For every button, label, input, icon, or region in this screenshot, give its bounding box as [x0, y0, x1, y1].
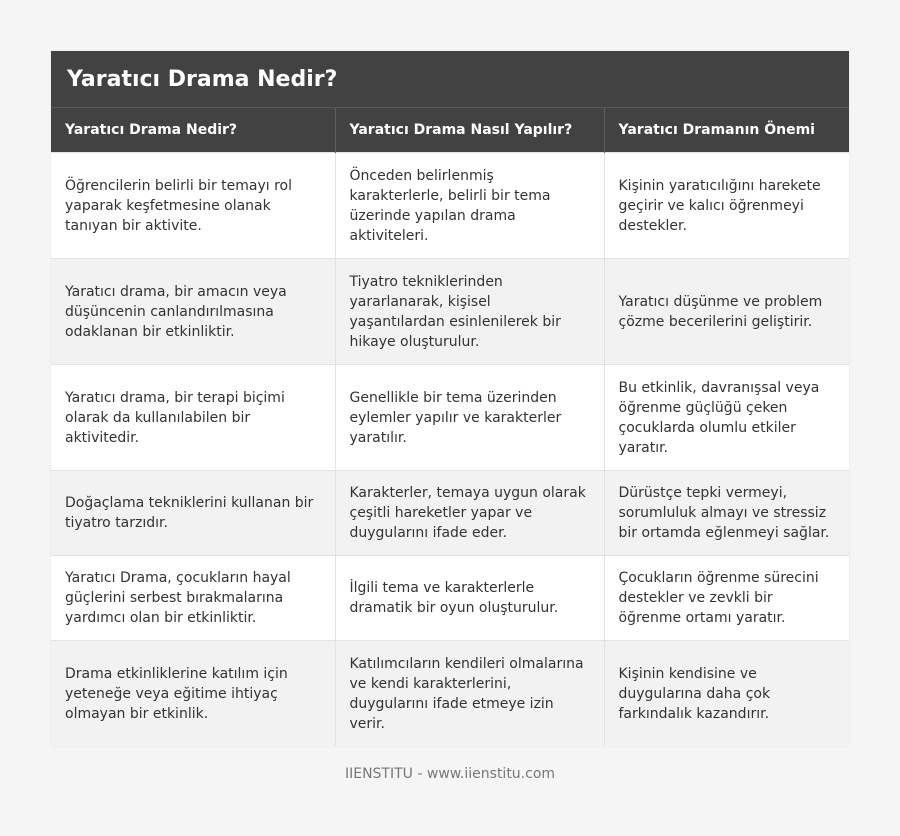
- column-header: Yaratıcı Drama Nasıl Yapılır?: [335, 108, 604, 153]
- table-header: [51, 108, 849, 153]
- column-header: Yaratıcı Dramanın Önemi: [604, 108, 849, 153]
- table-cell: Önceden belirlenmiş karakterlerle, belirli bir tema üzerinde yapılan drama aktiviteleri.: [335, 153, 604, 259]
- table-cell: Yaratıcı Drama, çocukların hayal güçlerini serbest bırakmalarına yardımcı olan bir etkinliktir.: [51, 556, 335, 641]
- table-cell: Genellikle bir tema üzerinden eylemler yapılır ve karakterler yaratılır.: [335, 365, 604, 471]
- table-cell: Yaratıcı drama, bir terapi biçimi olarak da kullanılabilen bir aktivitedir.: [51, 365, 335, 471]
- table-cell: İlgili tema ve karakterlerle dramatik bir oyun oluşturulur.: [335, 556, 604, 641]
- table-cell: Yaratıcı düşünme ve problem çözme becerilerini geliştirir.: [604, 259, 849, 365]
- table-cell: Doğaçlama tekniklerini kullanan bir tiyatro tarzıdır.: [51, 471, 335, 556]
- table-cell: Katılımcıların kendileri olmalarına ve kendi karakterlerini, duygularını ifade etmeye izin verir.: [335, 641, 604, 747]
- table-row: [51, 259, 849, 365]
- table-cell: Drama etkinliklerine katılım için yeteneğe veya eğitime ihtiyaç olmayan bir etkinlik.: [51, 641, 335, 747]
- table-cell: Tiyatro tekniklerinden yararlanarak, kişisel yaşantılardan esinlenilerek bir hikaye oluşturulur.: [335, 259, 604, 365]
- table-cell: Dürüstçe tepki vermeyi, sorumluluk almayı ve stressiz bir ortamda eğlenmeyi sağlar.: [604, 471, 849, 556]
- table-row: [51, 365, 849, 471]
- header-row: [51, 108, 849, 153]
- table-row: [51, 153, 849, 259]
- table-cell: Kişinin yaratıcılığını harekete geçirir ve kalıcı öğrenmeyi destekler.: [604, 153, 849, 259]
- column-header: Yaratıcı Drama Nedir?: [51, 108, 335, 153]
- table-cell: Yaratıcı drama, bir amacın veya düşüncenin canlandırılmasına odaklanan bir etkinliktir.: [51, 259, 335, 365]
- table-row: [51, 641, 849, 747]
- table-body: [51, 153, 849, 747]
- table-cell: Karakterler, temaya uygun olarak çeşitli hareketler yapar ve duygularını ifade eder.: [335, 471, 604, 556]
- table-cell: Çocukların öğrenme sürecini destekler ve zevkli bir öğrenme ortamı yaratır.: [604, 556, 849, 641]
- table-cell: Öğrencilerin belirli bir temayı rol yaparak keşfetmesine olanak tanıyan bir aktivite.: [51, 153, 335, 259]
- table-row: [51, 556, 849, 641]
- data-table: [51, 108, 849, 746]
- table-cell: Kişinin kendisine ve duygularına daha çok farkındalık kazandırır.: [604, 641, 849, 747]
- table-title: Yaratıcı Drama Nedir?: [51, 51, 849, 108]
- table-row: [51, 471, 849, 556]
- table-cell: Bu etkinlik, davranışsal veya öğrenme güçlüğü çeken çocuklarda olumlu etkiler yaratır.: [604, 365, 849, 471]
- footer-credit: IIENSTITU - www.iienstitu.com: [344, 766, 556, 782]
- table-card: [51, 51, 849, 746]
